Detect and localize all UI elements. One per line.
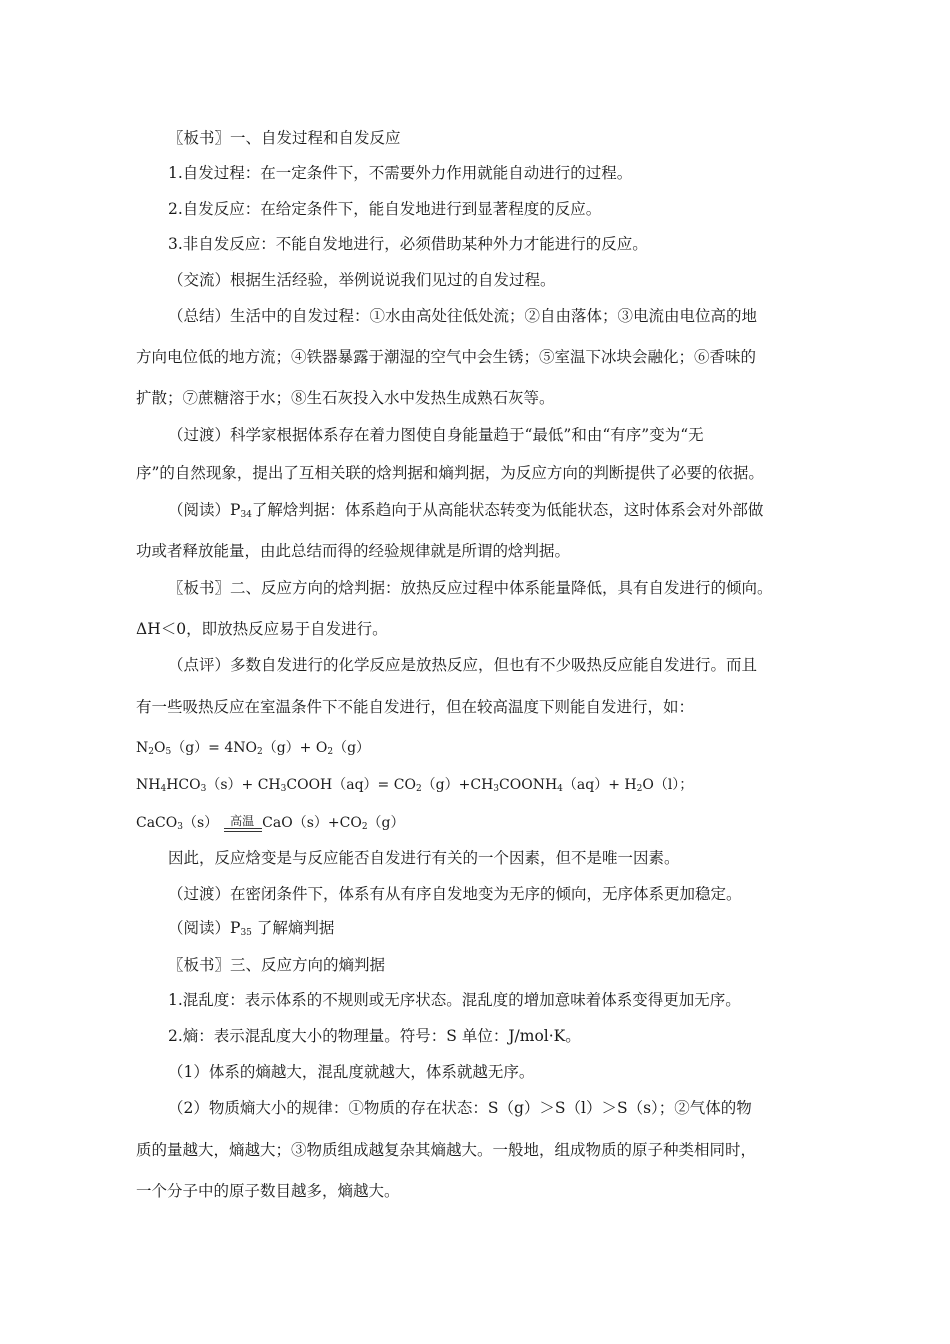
summary-line-3: 扩散；⑦蔗糖溶于水；⑧生石灰投入水中发热生成熟石灰等。: [136, 389, 555, 407]
eq-text: （g）+CH: [421, 777, 494, 793]
reading-page-number: 34: [240, 510, 252, 520]
entropy-point-2-line-2: 质的量越大，熵越大；③物质组成越复杂其熵越大。一般地，组成物质的原子种类相同时，: [136, 1141, 757, 1159]
definition-spontaneous-reaction: 2.自发反应：在给定条件下，能自发地进行到显著程度的反应。: [168, 200, 602, 218]
reaction-condition-label: 高温: [230, 814, 255, 828]
eq-text: COOH（aq）= CO: [286, 777, 416, 793]
eq-subscript: 2: [256, 747, 263, 757]
transition-entropy-paragraph: （过渡）在密闭条件下，体系有从有序自发地变为无序的倾向，无序体系更加稳定。: [168, 885, 742, 903]
eq-text: O: [153, 740, 166, 756]
eq-subscript: 5: [165, 747, 172, 757]
reading-enthalpy-line-1: [168, 500, 763, 520]
comment-line-1: （点评）多数自发进行的化学反应是放热反应，但也有不少吸热反应能自发进行。而且: [168, 656, 758, 674]
exchange-paragraph: （交流）根据生活经验，举例说说我们见过的自发过程。: [168, 271, 556, 289]
section3-heading: 〖板书〗三、反应方向的熵判据: [168, 956, 386, 974]
definition-entropy: 2.熵：表示混乱度大小的物理量。符号：S 单位：J/mol·K。: [168, 1027, 581, 1045]
eq-text: COONH: [499, 777, 558, 793]
eq-subscript: 3: [493, 784, 500, 794]
eq-text: CaCO: [136, 815, 178, 831]
arrow-bar: [224, 828, 262, 829]
reading-page-number: 35: [240, 928, 252, 938]
conclusion-paragraph: 因此，反应焓变是与反应能否自发进行有关的一个因素，但不是唯一因素。: [168, 849, 680, 867]
reading-entropy-line: [168, 918, 334, 938]
reading-prefix: （阅读）P: [168, 501, 241, 519]
eq-subscript: 4: [160, 784, 167, 794]
eq-text: （aq）+ H: [562, 777, 637, 793]
eq-subscript: 2: [636, 784, 643, 794]
eq-text: NH: [136, 777, 161, 793]
eq-text: HCO: [166, 777, 201, 793]
comment-line-2: 有一些吸热反应在室温条件下不能自发进行，但在较高温度下则能自发进行，如：: [136, 698, 695, 716]
eq-text: （g）: [367, 815, 405, 831]
eq-text: O（l）；: [642, 777, 694, 793]
eq-subscript: 2: [327, 747, 334, 757]
eq-text: （s）+ CH: [206, 777, 281, 793]
summary-line-1: （总结）生活中的自发过程：①水由高处往低处流；②自由落体；③电流由电位高的地: [168, 307, 758, 325]
transition-line-1: （过渡）科学家根据体系存在着力图使自身能量趋于“最低”和由“有序”变为“无: [168, 426, 704, 444]
reaction-condition-arrow: [224, 811, 262, 831]
entropy-point-2-line-3: 一个分子中的原子数目越多，熵越大。: [136, 1182, 400, 1200]
eq-text: （g）+ O: [262, 740, 328, 756]
eq-subscript: 3: [280, 784, 287, 794]
eq-text: （s）: [182, 815, 219, 831]
section2-heading-line-2: ΔH＜0，即放热反应易于自发进行。: [136, 620, 388, 638]
section2-heading-line-1: 〖板书〗二、反应方向的焓判据：放热反应过程中体系能量降低，具有自发进行的倾向。: [168, 579, 773, 597]
equation-nh4hco3: [136, 775, 693, 795]
eq-subscript: 2: [415, 784, 422, 794]
summary-line-2: 方向电位低的地方流；④铁器暴露于潮湿的空气中会生锈；⑤室温下冰块会融化；⑥香味的: [136, 348, 757, 366]
eq-text: （g）: [333, 740, 371, 756]
reading-enthalpy-line-2: 功或者释放能量，由此总结而得的经验规律就是所谓的焓判据。: [136, 542, 571, 560]
definition-spontaneous-process: 1.自发过程：在一定条件下，不需要外力作用就能自动进行的过程。: [168, 164, 633, 182]
eq-text: N: [136, 740, 149, 756]
eq-subscript: 3: [177, 822, 183, 832]
transition-line-2: 序”的自然现象，提出了互相关联的焓判据和熵判据，为反应方向的判断提供了必要的依据。: [136, 464, 764, 482]
reading-text: 了解熵判据: [251, 919, 335, 937]
section1-heading: 〖板书〗一、自发过程和自发反应: [168, 129, 401, 147]
reading-prefix: （阅读）P: [168, 919, 241, 937]
eq-text: CaO（s）+CO: [262, 815, 362, 831]
reading-text: 了解焓判据：体系趋向于从高能状态转变为低能状态，这时体系会对外部做: [251, 501, 764, 519]
eq-subscript: 2: [361, 822, 368, 832]
arrow-bar: [224, 831, 262, 832]
entropy-point-2-line-1: （2）物质熵大小的规律：①物质的存在状态：S（g）＞S（l）＞S（s）；②气体的物: [168, 1099, 752, 1117]
equation-n2o5: [136, 738, 370, 758]
eq-subscript: 4: [557, 784, 563, 794]
entropy-point-1: （1）体系的熵越大，混乱度就越大，体系就越无序。: [168, 1063, 535, 1081]
eq-subscript: 3: [200, 784, 207, 794]
eq-subscript: 2: [148, 747, 154, 757]
definition-disorder: 1.混乱度：表示体系的不规则或无序状态。混乱度的增加意味着体系变得更加无序。: [168, 991, 741, 1009]
eq-text: （g）= 4NO: [171, 740, 257, 756]
definition-nonspontaneous-reaction: 3.非自发反应：不能自发地进行，必须借助某种外力才能进行的反应。: [168, 235, 648, 253]
equation-caco3: [136, 811, 405, 833]
